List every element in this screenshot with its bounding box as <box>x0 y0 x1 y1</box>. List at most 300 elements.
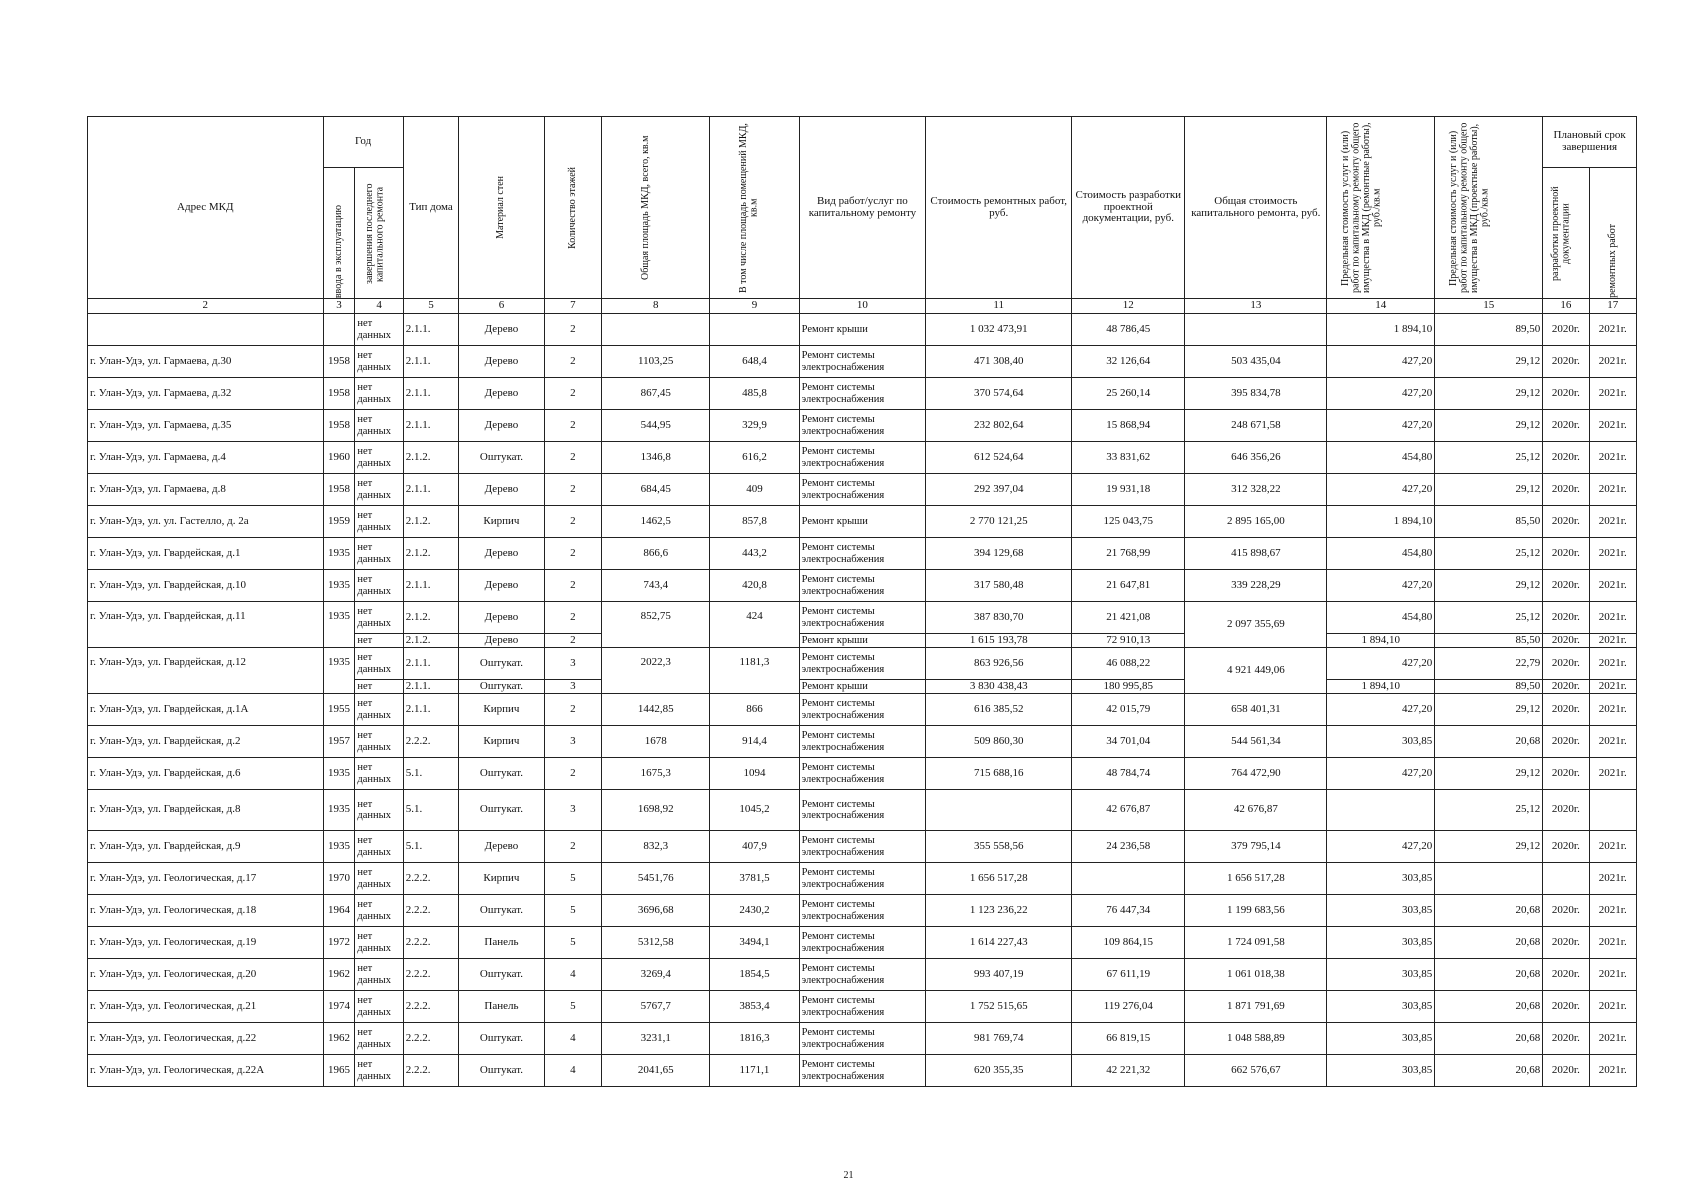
cell-deadline-repair: 2021г. <box>1589 648 1636 680</box>
cell-address: г. Улан-Удэ, ул. Гвардейская, д.1А <box>88 694 324 726</box>
cell-total-cost: 312 328,22 <box>1185 474 1327 506</box>
cell-floors: 4 <box>544 1023 602 1055</box>
cell-wall-material: Кирпич <box>459 726 544 758</box>
cell-design-cost: 34 701,04 <box>1072 726 1185 758</box>
cell-address: г. Улан-Удэ, ул. Гвардейская, д.9 <box>88 831 324 863</box>
cell-limit-repair: 303,85 <box>1327 863 1435 895</box>
cell-design-cost: 21 421,08 <box>1072 602 1185 634</box>
cell-total-cost <box>1185 314 1327 346</box>
cell-design-cost: 21 647,81 <box>1072 570 1185 602</box>
cell-floors: 5 <box>544 863 602 895</box>
cell-limit-repair: 303,85 <box>1327 895 1435 927</box>
cell-total-cost: 339 228,29 <box>1185 570 1327 602</box>
cell-total-area: 2022,3 <box>602 648 710 694</box>
cell-repair-cost: 981 769,74 <box>926 1023 1072 1055</box>
cell-year-last-repair: нет данных <box>355 831 403 863</box>
cell-deadline-repair: 2021г. <box>1589 694 1636 726</box>
cell-limit-design: 89,50 <box>1435 680 1543 694</box>
table-row <box>88 959 1637 991</box>
table-body-part-1 <box>88 314 1637 602</box>
cell-deadline-repair: 2021г. <box>1589 602 1636 634</box>
col-num: 14 <box>1327 299 1435 314</box>
cell-design-cost: 25 260,14 <box>1072 378 1185 410</box>
table-row <box>88 442 1637 474</box>
cell-house-type: 2.2.2. <box>403 726 459 758</box>
cell-house-type: 2.2.2. <box>403 895 459 927</box>
cell-design-cost: 33 831,62 <box>1072 442 1185 474</box>
cell-year-last-repair: нет данных <box>355 346 403 378</box>
cell-limit-design: 29,12 <box>1435 378 1543 410</box>
cell-deadline-design: 2020г. <box>1543 758 1589 790</box>
cell-year-commission: 1972 <box>323 927 355 959</box>
cell-total-cost: 646 356,26 <box>1185 442 1327 474</box>
cell-deadline-repair: 2021г. <box>1589 506 1636 538</box>
cell-floors: 2 <box>544 758 602 790</box>
cell-limit-design: 29,12 <box>1435 346 1543 378</box>
table-body-split-rows <box>88 602 1637 694</box>
cell-premises-area: 1854,5 <box>710 959 799 991</box>
cell-deadline-design: 2020г. <box>1543 895 1589 927</box>
cell-design-cost: 21 768,99 <box>1072 538 1185 570</box>
cell-floors: 2 <box>544 506 602 538</box>
cell-total-cost: 42 676,87 <box>1185 790 1327 831</box>
cell-floors: 2 <box>544 474 602 506</box>
cell-house-type: 2.1.1. <box>403 378 459 410</box>
cell-year-commission: 1958 <box>323 474 355 506</box>
cell-year-last-repair: нет данных <box>355 378 403 410</box>
cell-work-type: Ремонт крыши <box>799 506 926 538</box>
col-num: 15 <box>1435 299 1543 314</box>
cell-limit-repair: 454,80 <box>1327 602 1435 634</box>
cell-limit-repair: 1 894,10 <box>1327 314 1435 346</box>
cell-limit-repair: 427,20 <box>1327 831 1435 863</box>
cell-deadline-design: 2020г. <box>1543 378 1589 410</box>
cell-house-type: 2.1.2. <box>403 634 459 648</box>
col-num: 17 <box>1589 299 1636 314</box>
cell-limit-design: 20,68 <box>1435 1023 1543 1055</box>
cell-year-last-repair: нет данных <box>355 602 403 634</box>
cell-year-last-repair: нет данных <box>355 442 403 474</box>
cell-year-commission: 1958 <box>323 378 355 410</box>
col-num: 16 <box>1543 299 1589 314</box>
cell-work-type: Ремонт системы электроснабжения <box>799 991 926 1023</box>
cell-wall-material: Кирпич <box>459 506 544 538</box>
table-row <box>88 694 1637 726</box>
cell-repair-cost: 370 574,64 <box>926 378 1072 410</box>
cell-floors: 5 <box>544 927 602 959</box>
cell-wall-material: Дерево <box>459 538 544 570</box>
cell-deadline-design: 2020г. <box>1543 1055 1589 1087</box>
cell-design-cost: 48 784,74 <box>1072 758 1185 790</box>
cell-wall-material: Дерево <box>459 602 544 634</box>
cell-premises-area: 648,4 <box>710 346 799 378</box>
cell-repair-cost: 3 830 438,43 <box>926 680 1072 694</box>
cell-repair-cost: 394 129,68 <box>926 538 1072 570</box>
cell-repair-cost: 1 752 515,65 <box>926 991 1072 1023</box>
header-deadline: Плановый срок завершения <box>1543 117 1637 168</box>
cell-year-commission: 1955 <box>323 694 355 726</box>
cell-total-cost: 1 656 517,28 <box>1185 863 1327 895</box>
cell-total-cost: 658 401,31 <box>1185 694 1327 726</box>
col-num: 6 <box>459 299 544 314</box>
col-num: 2 <box>88 299 324 314</box>
cell-repair-cost: 1 615 193,78 <box>926 634 1072 648</box>
cell-premises-area: 329,9 <box>710 410 799 442</box>
cell-house-type: 2.2.2. <box>403 1055 459 1087</box>
cell-work-type: Ремонт системы электроснабжения <box>799 410 926 442</box>
cell-wall-material: Дерево <box>459 314 544 346</box>
cell-total-cost: 1 871 791,69 <box>1185 991 1327 1023</box>
cell-year-last-repair: нет данных <box>355 927 403 959</box>
cell-premises-area: 1816,3 <box>710 1023 799 1055</box>
cell-total-area: 1675,3 <box>602 758 710 790</box>
header-address: Адрес МКД <box>88 117 324 299</box>
cell-repair-cost: 292 397,04 <box>926 474 1072 506</box>
table-row <box>88 346 1637 378</box>
cell-floors: 2 <box>544 634 602 648</box>
cell-repair-cost: 1 614 227,43 <box>926 927 1072 959</box>
cell-deadline-design: 2020г. <box>1543 474 1589 506</box>
cell-premises-area: 443,2 <box>710 538 799 570</box>
cell-house-type: 2.1.1. <box>403 648 459 680</box>
cell-deadline-design: 2020г. <box>1543 410 1589 442</box>
cell-total-area: 5767,7 <box>602 991 710 1023</box>
cell-total-area: 1442,85 <box>602 694 710 726</box>
cell-deadline-design: 2020г. <box>1543 991 1589 1023</box>
table-row <box>88 927 1637 959</box>
cell-year-last-repair: нет данных <box>355 895 403 927</box>
cell-limit-repair: 454,80 <box>1327 538 1435 570</box>
cell-repair-cost: 317 580,48 <box>926 570 1072 602</box>
header-house-type: Тип дома <box>403 117 459 299</box>
cell-limit-repair: 427,20 <box>1327 570 1435 602</box>
cell-design-cost: 66 819,15 <box>1072 1023 1185 1055</box>
table-row <box>88 474 1637 506</box>
cell-repair-cost: 993 407,19 <box>926 959 1072 991</box>
cell-premises-area: 914,4 <box>710 726 799 758</box>
cell-design-cost: 67 611,19 <box>1072 959 1185 991</box>
cell-year-last-repair: нет данных <box>355 314 403 346</box>
header-wall-material: Материал стен <box>459 117 544 299</box>
col-num: 9 <box>710 299 799 314</box>
cell-year-last-repair: нет <box>355 680 403 694</box>
cell-wall-material: Оштукат. <box>459 790 544 831</box>
cell-limit-design: 20,68 <box>1435 1055 1543 1087</box>
col-num: 13 <box>1185 299 1327 314</box>
table-row <box>88 863 1637 895</box>
cell-wall-material: Оштукат. <box>459 680 544 694</box>
cell-design-cost: 15 868,94 <box>1072 410 1185 442</box>
table-row <box>88 895 1637 927</box>
cell-deadline-repair: 2021г. <box>1589 895 1636 927</box>
cell-work-type: Ремонт системы электроснабжения <box>799 863 926 895</box>
cell-deadline-repair: 2021г. <box>1589 831 1636 863</box>
cell-limit-repair: 303,85 <box>1327 1023 1435 1055</box>
cell-house-type: 2.1.1. <box>403 474 459 506</box>
cell-deadline-design: 2020г. <box>1543 831 1589 863</box>
cell-address: г. Улан-Удэ, ул. Геологическая, д.18 <box>88 895 324 927</box>
table-row <box>88 726 1637 758</box>
cell-deadline-repair: 2021г. <box>1589 726 1636 758</box>
header-year-last-repair: завершения последнего капитального ремонта <box>355 168 403 299</box>
cell-total-area: 1103,25 <box>602 346 710 378</box>
cell-total-area: 5451,76 <box>602 863 710 895</box>
cell-house-type: 2.1.2. <box>403 506 459 538</box>
col-num: 7 <box>544 299 602 314</box>
cell-repair-cost: 509 860,30 <box>926 726 1072 758</box>
cell-design-cost: 72 910,13 <box>1072 634 1185 648</box>
cell-deadline-repair: 2021г. <box>1589 927 1636 959</box>
cell-wall-material: Дерево <box>459 831 544 863</box>
cell-address: г. Улан-Удэ, ул. Геологическая, д.20 <box>88 959 324 991</box>
cell-premises-area: 1045,2 <box>710 790 799 831</box>
col-num: 10 <box>799 299 926 314</box>
cell-year-commission: 1935 <box>323 790 355 831</box>
table-row <box>88 378 1637 410</box>
cell-total-cost: 544 561,34 <box>1185 726 1327 758</box>
cell-year-commission: 1935 <box>323 602 355 648</box>
cell-total-cost: 379 795,14 <box>1185 831 1327 863</box>
cell-deadline-repair: 2021г. <box>1589 758 1636 790</box>
cell-limit-repair: 1 894,10 <box>1327 506 1435 538</box>
cell-design-cost: 19 931,18 <box>1072 474 1185 506</box>
cell-house-type: 5.1. <box>403 831 459 863</box>
cell-limit-repair: 1 894,10 <box>1327 680 1435 694</box>
cell-limit-repair: 303,85 <box>1327 991 1435 1023</box>
cell-floors: 2 <box>544 831 602 863</box>
cell-address: г. Улан-Удэ, ул. Геологическая, д.22 <box>88 1023 324 1055</box>
cell-total-cost: 503 435,04 <box>1185 346 1327 378</box>
cell-floors: 3 <box>544 726 602 758</box>
cell-deadline-design: 2020г. <box>1543 570 1589 602</box>
cell-deadline-repair <box>1589 790 1636 831</box>
cell-deadline-repair: 2021г. <box>1589 314 1636 346</box>
header-total-area: Общая площадь МКД, всего, кв.м <box>602 117 710 299</box>
cell-wall-material: Дерево <box>459 570 544 602</box>
cell-premises-area: 616,2 <box>710 442 799 474</box>
cell-year-commission: 1962 <box>323 959 355 991</box>
table-row <box>88 790 1637 831</box>
cell-address: г. Улан-Удэ, ул. Гвардейская, д.1 <box>88 538 324 570</box>
cell-house-type: 5.1. <box>403 790 459 831</box>
cell-total-area <box>602 314 710 346</box>
cell-wall-material: Дерево <box>459 474 544 506</box>
cell-total-area: 1462,5 <box>602 506 710 538</box>
cell-repair-cost: 715 688,16 <box>926 758 1072 790</box>
cell-design-cost: 109 864,15 <box>1072 927 1185 959</box>
header-deadline-repair: ремонтных работ <box>1589 168 1636 299</box>
cell-work-type: Ремонт системы электроснабжения <box>799 570 926 602</box>
cell-limit-repair: 454,80 <box>1327 442 1435 474</box>
cell-year-last-repair: нет данных <box>355 648 403 680</box>
table-row <box>88 506 1637 538</box>
cell-limit-repair: 303,85 <box>1327 927 1435 959</box>
cell-deadline-repair: 2021г. <box>1589 538 1636 570</box>
cell-floors: 2 <box>544 346 602 378</box>
cell-address: г. Улан-Удэ, ул. Геологическая, д.17 <box>88 863 324 895</box>
cell-repair-cost: 612 524,64 <box>926 442 1072 474</box>
cell-design-cost: 42 221,32 <box>1072 1055 1185 1087</box>
cell-limit-design: 20,68 <box>1435 927 1543 959</box>
cell-design-cost: 24 236,58 <box>1072 831 1185 863</box>
cell-year-commission: 1965 <box>323 1055 355 1087</box>
cell-address: г. Улан-Удэ, ул. Гармаева, д.8 <box>88 474 324 506</box>
table-row <box>88 758 1637 790</box>
cell-year-commission: 1964 <box>323 895 355 927</box>
table-row <box>88 314 1637 346</box>
cell-total-area: 2041,65 <box>602 1055 710 1087</box>
cell-floors: 4 <box>544 959 602 991</box>
cell-premises-area: 866 <box>710 694 799 726</box>
cell-house-type: 2.1.1. <box>403 410 459 442</box>
cell-total-area: 3269,4 <box>602 959 710 991</box>
cell-floors: 2 <box>544 442 602 474</box>
cell-deadline-repair: 2021г. <box>1589 570 1636 602</box>
cell-address: г. Улан-Удэ, ул. Гармаева, д.35 <box>88 410 324 442</box>
page-number: 21 <box>843 1170 854 1181</box>
cell-year-commission: 1962 <box>323 1023 355 1055</box>
cell-wall-material: Оштукат. <box>459 1055 544 1087</box>
cell-floors: 2 <box>544 378 602 410</box>
cell-year-last-repair: нет данных <box>355 991 403 1023</box>
cell-wall-material: Дерево <box>459 634 544 648</box>
cell-year-last-repair: нет данных <box>355 570 403 602</box>
cell-premises-area: 2430,2 <box>710 895 799 927</box>
header-year: Год <box>323 117 403 168</box>
cell-premises-area: 424 <box>710 602 799 648</box>
cell-deadline-design: 2020г. <box>1543 1023 1589 1055</box>
cell-deadline-repair: 2021г. <box>1589 991 1636 1023</box>
table-row <box>88 831 1637 863</box>
cell-address <box>88 314 324 346</box>
cell-address: г. Улан-Удэ, ул. Гвардейская, д.11 <box>88 602 324 648</box>
cell-deadline-design <box>1543 863 1589 895</box>
cell-limit-design: 29,12 <box>1435 831 1543 863</box>
cell-wall-material: Кирпич <box>459 694 544 726</box>
cell-work-type: Ремонт системы электроснабжения <box>799 602 926 634</box>
cell-repair-cost: 387 830,70 <box>926 602 1072 634</box>
cell-total-cost: 395 834,78 <box>1185 378 1327 410</box>
cell-deadline-repair: 2021г. <box>1589 474 1636 506</box>
cell-address: г. Улан-Удэ, ул. Гвардейская, д.8 <box>88 790 324 831</box>
cell-total-cost: 1 199 683,56 <box>1185 895 1327 927</box>
cell-limit-repair: 427,20 <box>1327 474 1435 506</box>
cell-premises-area <box>710 314 799 346</box>
cell-wall-material: Дерево <box>459 410 544 442</box>
header-deadline-design: разработки проектной документации <box>1543 168 1589 299</box>
cell-house-type: 2.1.1. <box>403 680 459 694</box>
cell-year-commission: 1935 <box>323 648 355 694</box>
cell-address: г. Улан-Удэ, ул. Геологическая, д.21 <box>88 991 324 1023</box>
table-row <box>88 1055 1637 1087</box>
cell-total-area: 544,95 <box>602 410 710 442</box>
table-row <box>88 538 1637 570</box>
cell-limit-design: 25,12 <box>1435 602 1543 634</box>
cell-design-cost: 42 015,79 <box>1072 694 1185 726</box>
cell-deadline-design: 2020г. <box>1543 538 1589 570</box>
cell-premises-area: 420,8 <box>710 570 799 602</box>
cell-deadline-design: 2020г. <box>1543 927 1589 959</box>
cell-house-type: 5.1. <box>403 758 459 790</box>
column-number-row <box>88 299 1637 314</box>
cell-year-last-repair: нет данных <box>355 694 403 726</box>
cell-deadline-repair: 2021г. <box>1589 634 1636 648</box>
cell-total-area: 1346,8 <box>602 442 710 474</box>
cell-work-type: Ремонт системы электроснабжения <box>799 694 926 726</box>
cell-wall-material: Оштукат. <box>459 758 544 790</box>
cell-house-type: 2.1.1. <box>403 694 459 726</box>
cell-work-type: Ремонт системы электроснабжения <box>799 538 926 570</box>
header-total-cost: Общая стоимость капитального ремонта, руб. <box>1185 117 1327 299</box>
cell-limit-repair: 303,85 <box>1327 726 1435 758</box>
cell-deadline-design: 2020г. <box>1543 790 1589 831</box>
cell-house-type: 2.2.2. <box>403 991 459 1023</box>
cell-design-cost <box>1072 863 1185 895</box>
header-limit-design: Предельная стоимость услуг и (или) работ по капитальному ремонту общего имущества в МКД (проектные работы), руб./кв.м <box>1435 117 1543 299</box>
cell-total-area: 866,6 <box>602 538 710 570</box>
cell-limit-design: 29,12 <box>1435 570 1543 602</box>
cell-total-area: 743,4 <box>602 570 710 602</box>
cell-year-commission: 1958 <box>323 346 355 378</box>
cell-design-cost: 48 786,45 <box>1072 314 1185 346</box>
cell-total-cost: 2 895 165,00 <box>1185 506 1327 538</box>
cell-total-area: 832,3 <box>602 831 710 863</box>
cell-work-type: Ремонт системы электроснабжения <box>799 726 926 758</box>
cell-deadline-design: 2020г. <box>1543 680 1589 694</box>
cell-premises-area: 409 <box>710 474 799 506</box>
cell-limit-design <box>1435 863 1543 895</box>
cell-design-cost: 119 276,04 <box>1072 991 1185 1023</box>
cell-limit-design: 89,50 <box>1435 314 1543 346</box>
cell-total-area: 5312,58 <box>602 927 710 959</box>
cell-total-cost: 248 671,58 <box>1185 410 1327 442</box>
cell-wall-material: Дерево <box>459 378 544 410</box>
cell-limit-repair: 427,20 <box>1327 758 1435 790</box>
cell-premises-area: 1094 <box>710 758 799 790</box>
cell-design-cost: 42 676,87 <box>1072 790 1185 831</box>
cell-year-commission: 1959 <box>323 506 355 538</box>
cell-deadline-design: 2020г. <box>1543 506 1589 538</box>
cell-year-commission: 1960 <box>323 442 355 474</box>
cell-address: г. Улан-Удэ, ул. Гвардейская, д.12 <box>88 648 324 694</box>
cell-house-type: 2.1.1. <box>403 570 459 602</box>
cell-year-commission: 1974 <box>323 991 355 1023</box>
cell-year-commission: 1935 <box>323 538 355 570</box>
cell-year-last-repair: нет данных <box>355 726 403 758</box>
cell-year-commission: 1957 <box>323 726 355 758</box>
cell-floors: 3 <box>544 680 602 694</box>
cell-total-cost: 4 921 449,06 <box>1185 648 1327 694</box>
cell-deadline-design: 2020г. <box>1543 694 1589 726</box>
cell-wall-material: Кирпич <box>459 863 544 895</box>
cell-limit-design: 29,12 <box>1435 694 1543 726</box>
header-year-commission: ввода в эксплуатацию <box>323 168 355 299</box>
cell-work-type: Ремонт системы электроснабжения <box>799 474 926 506</box>
cell-year-last-repair: нет данных <box>355 863 403 895</box>
cell-total-area: 867,45 <box>602 378 710 410</box>
cell-deadline-design: 2020г. <box>1543 634 1589 648</box>
cell-limit-design: 29,12 <box>1435 758 1543 790</box>
cell-work-type: Ремонт крыши <box>799 680 926 694</box>
cell-deadline-design: 2020г. <box>1543 442 1589 474</box>
cell-total-cost: 415 898,67 <box>1185 538 1327 570</box>
cell-repair-cost: 1 656 517,28 <box>926 863 1072 895</box>
cell-design-cost: 125 043,75 <box>1072 506 1185 538</box>
cell-repair-cost: 620 355,35 <box>926 1055 1072 1087</box>
cell-work-type: Ремонт системы электроснабжения <box>799 959 926 991</box>
cell-deadline-design: 2020г. <box>1543 602 1589 634</box>
cell-floors: 2 <box>544 602 602 634</box>
